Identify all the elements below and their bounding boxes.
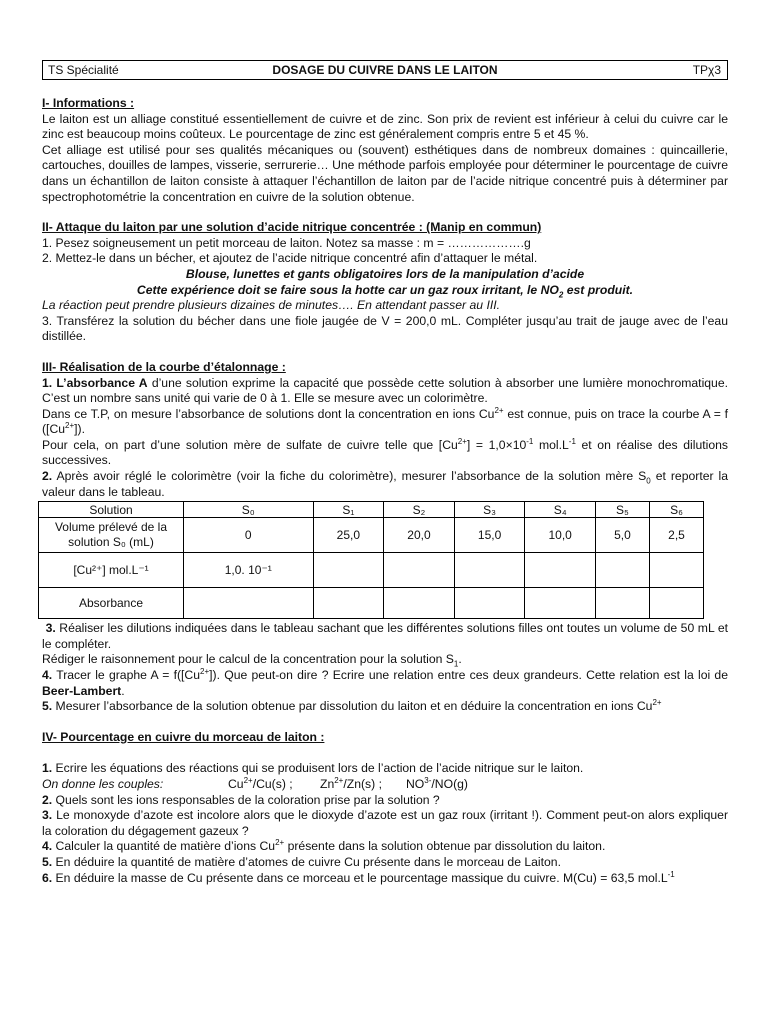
table-cell-solution: S₃ [454,502,525,518]
table-cell-solution: S₅ [595,502,649,518]
table-cell-empty [313,553,384,588]
section-3-title: III- Réalisation de la courbe d’étalonnage : [42,359,286,374]
safety-notice-2: Cette expérience doit se faire sous la hotte car un gaz roux irritant, le $NO_2$ est produit. [136,282,634,299]
section-4-title: IV- Pourcentage en cuivre du morceau de laiton : [42,729,325,744]
section-4-question-3: 3. Le monoxyde d’azote est incolore alors que le dioxyde d’azote est un gaz roux (irritant !). Comment peut-on alors expliquer la coloration du dégagement gazeux ? [42,808,728,838]
section-3-tp-description: Dans ce T.P, on mesure l’absorbance de solutions dont la concentration en ions $Cu^{2+}$ est connue, puis on trace la courbe A = f $([Cu^{2+}])$. [42,405,728,437]
table-cell-volume: 10,0 [525,518,596,553]
table-cell-volume: 15,0 [454,518,525,553]
table-cell-empty [184,588,314,619]
table-row-absorbance [39,588,704,619]
section-3-step-4: 4. Tracer le graphe $A = f([Cu^{2+}])$. Que peut-on dire ? Ecrire une relation entre ces deux grandeurs. Cette relation est la loi de Beer-Lambert. [42,666,728,698]
section-1-title: I- Informations : [42,96,135,110]
table-cell-empty [384,588,455,619]
section-2-step-1: 1. Pesez soigneusement un petit morceau de laiton. Notez sa masse : m = ……………….g [42,235,531,250]
section-1-paragraph-2: Cet alliage est utilisé pour ses qualités mécaniques ou (souvent) esthétiques dans de nombreux domaines : quincaillerie, cartouches, douilles de lampes, visserie, serrurerie… Une méthode parfois employée pour déterminer le pourcentage de cuivre dans un échantillon de laiton consiste à attaquer l’échantillon de laiton par de l’acide nitrique concentré puis à déterminer par spectrophotométrie la concentration en cuivre de la solution obtenue. [42,142,728,204]
redox-couples [42,777,728,793]
table-header-solution: Solution [39,502,184,518]
table-cell-volume: 20,0 [384,518,455,553]
couple-nitrate: $NO^{3-}/NO(g)$ [406,775,468,791]
couple-zinc: $Zn^{2+}/Zn(s)$ ; [320,775,382,791]
table-cell-volume: 2,5 [649,518,703,553]
section-4-question-6: 6. En déduire la masse de Cu présente dans ce morceau et le pourcentage massique du cuivre. M(Cu) = 63,5 $mol.L^{-1}$ [42,869,675,885]
table-cell-solution: S₁ [313,502,384,518]
section-2-step-2: 2. Mettez-le dans un bécher, et ajoutez de l’acide nitrique concentré afin d’attaquer le métal. [42,251,538,266]
table-cell-volume: 0 [184,518,314,553]
table-cell-empty [649,588,703,619]
table-header-absorbance: Absorbance [39,588,184,619]
table-cell-volume: 5,0 [595,518,649,553]
table-cell-empty [595,553,649,588]
section-4-question-2: 2. Quels sont les ions responsables de la coloration prise par la solution ? [42,792,440,807]
section-4-question-4: 4. Calculer la quantité de matière d’ions $Cu^{2+}$ présente dans la solution obtenue par dissolution du laiton. [42,838,606,854]
section-3-step-1: 1. L’absorbance A d’une solution exprime la capacité que possède cette solution à absorber une lumière monochromatique. C’est un nombre sans unité qui varie de 0 à 1. Elle se mesure avec un colorimètre. [42,375,728,406]
table-cell-empty [595,588,649,619]
table-cell-empty [454,553,525,588]
table-cell-solution: S₂ [384,502,455,518]
table-cell-empty [525,553,596,588]
section-3-stock-solution: Pour cela, on part d’une solution mère de sulfate de cuivre telle que $[Cu^{2+}] = 1,0\times 10^{-1}$ $mol.L^{-1}$ et on réalise des dilutions successives. [42,436,728,468]
document-title: DOSAGE DU CUIVRE DANS LE LAITON [272,63,498,77]
section-4-question-1: 1. Ecrire les équations des réactions qui se produisent lors de l’action de l’acide nitrique sur le laiton. [42,761,584,776]
safety-notice-1: Blouse, lunettes et gants obligatoires lors de la manipulation d’acide [185,266,585,281]
section-3-step-2: 2. Après avoir réglé le colorimètre (voir la fiche du colorimètre), mesurer l’absorbance de la solution mère $S_0$ et reporter la valeur dans le tableau. [42,469,729,499]
table-cell-solution: S₄ [525,502,596,518]
table-header-concentration: [Cu²⁺] mol.L⁻¹ [39,553,184,588]
section-2-title: II- Attaque du laiton par une solution d’acide nitrique concentrée : (Manip en commun) [42,220,542,235]
table-cell-solution: S₆ [649,502,703,518]
table-cell-empty [454,588,525,619]
table-header-volume: Volume prélevé de la solution S₀ (mL) [39,518,184,553]
table-row-solutions [39,502,704,518]
section-2-step-3: 3. Transférez la solution du bécher dans une fiole jaugée de V = 200,0 mL. Compléter jusqu’au trait de jauge avec de l’eau distillée. [42,313,728,344]
table-row-volumes [39,518,704,553]
table-row-concentrations [39,553,704,588]
table-cell-volume: 25,0 [313,518,384,553]
header-bar [42,60,728,80]
header-tp-number: TPχ3 [692,63,721,77]
dilution-table [38,501,704,619]
header-level: TS Spécialité [48,63,119,77]
section-3-step-3-calc: Rédiger le raisonnement pour le calcul de la concentration pour la solution $S_1$. [42,652,462,669]
table-cell-empty [384,553,455,588]
section-1-paragraph-1: Le laiton est un alliage constitué essentiellement de cuivre et de zinc. Son prix de revient est inférieur à celui du cuivre car le zinc est beaucoup moins coûteux. Le pourcentage de zinc est généralement compris entre 5 et 45 %. [42,111,728,142]
section-3-step-5: 5. Mesurer l’absorbance de la solution obtenue par dissolution du laiton et en déduire la concentration en ions $Cu^{2+}$ [42,698,662,714]
document-page [42,60,728,886]
table-cell-empty [649,553,703,588]
section-3-step-3: 3. Réaliser les dilutions indiquées dans le tableau sachant que les différentes solutions filles ont toutes un volume de 50 mL et le compléter. [42,621,728,651]
table-cell-empty [525,588,596,619]
table-cell-empty [313,588,384,619]
section-4-question-5: 5. En déduire la quantité de matière d’atomes de cuivre Cu présente dans le morceau de Laiton. [42,854,561,869]
couple-copper: $Cu^{2+}/Cu(s)$ ; [228,775,293,791]
reaction-time-note: La réaction peut prendre plusieurs dizaines de minutes…. En attendant passer au III. [42,298,500,313]
table-cell-solution: S₀ [184,502,314,518]
couples-label: On donne les couples: [42,777,164,791]
table-cell-concentration: 1,0. 10⁻¹ [184,553,314,588]
